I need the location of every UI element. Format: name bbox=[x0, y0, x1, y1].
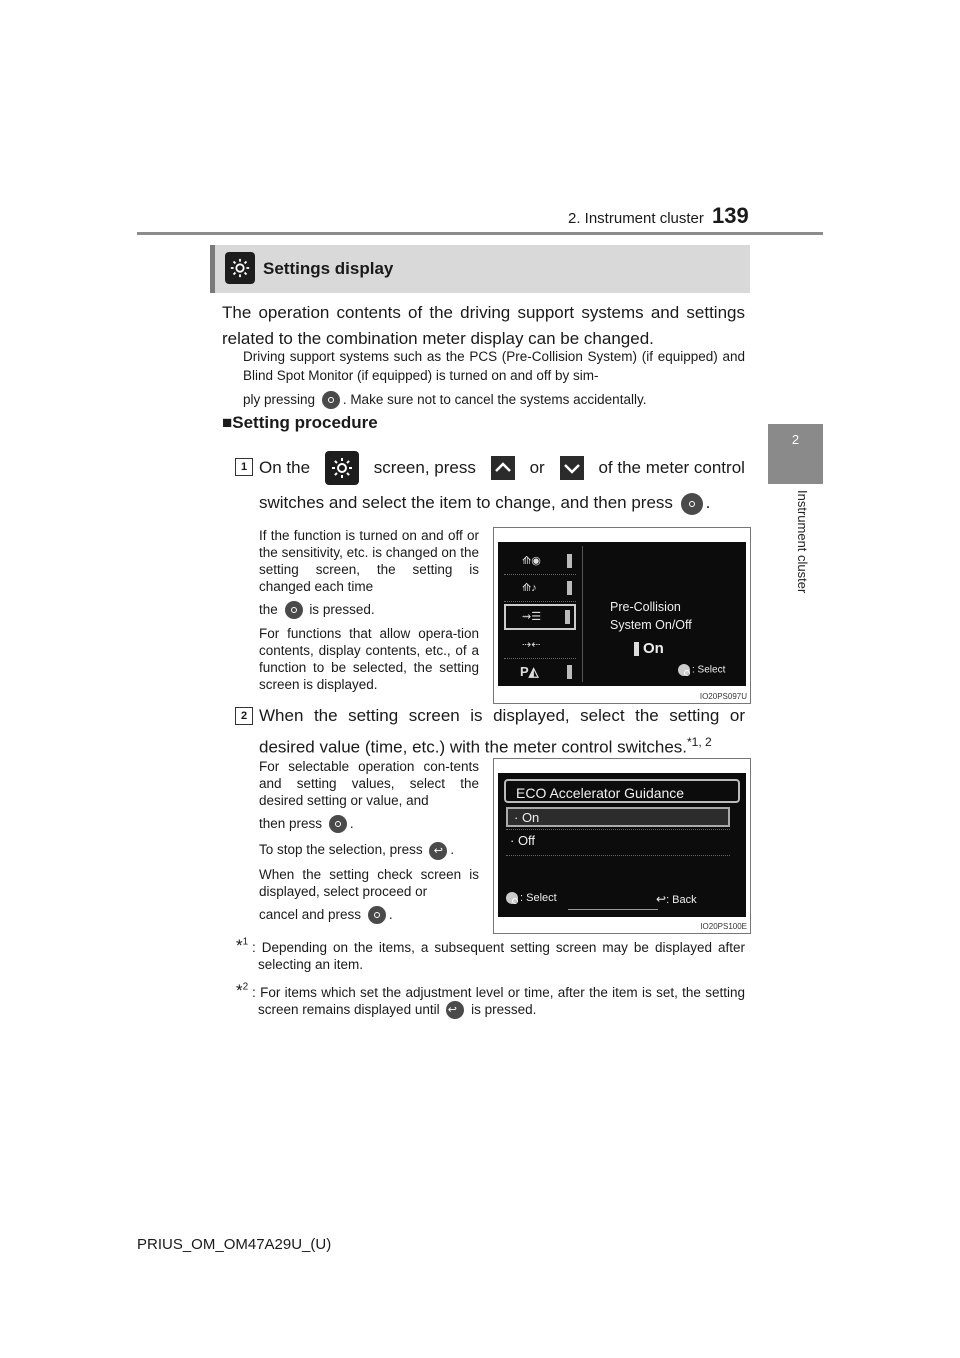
step-1-line-2 bbox=[259, 490, 710, 516]
figure-eco-guidance bbox=[493, 758, 751, 934]
pcs-title-line-2: System On/Off bbox=[610, 618, 692, 632]
back-hint-text: : Back bbox=[666, 894, 697, 906]
note-text-1: Driving support systems such as the PCS (Pre-Collision System) (if equipped) and Blind Spot Monitor (if equipped) is turned on and off by sim- bbox=[243, 349, 745, 383]
step-2-desc-4: When the setting check screen is displayed, select proceed or bbox=[259, 866, 479, 899]
option-off: · Off bbox=[510, 833, 536, 848]
pcs-state bbox=[634, 640, 664, 657]
footnote-2 bbox=[236, 981, 745, 1019]
pcs-title-line-1: Pre-Collision bbox=[610, 600, 681, 614]
menu-item-parking-icon: P◭ bbox=[504, 659, 576, 685]
ok-button-icon bbox=[506, 892, 518, 904]
select-hint bbox=[506, 892, 557, 904]
select-hint bbox=[678, 664, 725, 676]
step-1-line-1 bbox=[259, 451, 745, 485]
procedure-heading: ■Setting procedure bbox=[222, 413, 378, 432]
footnote-1-num: 1 bbox=[242, 936, 249, 948]
menu-item-pcs-selected: ⇝☰ bbox=[504, 604, 576, 630]
option-divider bbox=[506, 829, 730, 831]
footnote-1 bbox=[236, 936, 745, 973]
step-1-text-d: of the meter control bbox=[598, 458, 745, 477]
settings-gear-icon bbox=[225, 252, 255, 284]
option-divider bbox=[506, 855, 730, 857]
footer-line bbox=[568, 909, 658, 910]
step-2-desc-3b: . bbox=[450, 842, 455, 858]
section-title: 2. Instrument cluster bbox=[568, 210, 704, 227]
option-on-selected: · On bbox=[506, 807, 730, 827]
select-hint-text: : Select bbox=[692, 664, 726, 676]
ok-button-icon bbox=[368, 906, 386, 924]
note-block bbox=[243, 347, 745, 409]
step-2-footnote-ref: *1, 2 bbox=[687, 735, 712, 749]
step-2-number: 2 bbox=[235, 707, 253, 725]
back-button-icon: ↩ bbox=[446, 1001, 464, 1019]
meter-display-screen bbox=[498, 773, 746, 917]
menu-item-lane-icon: ⟰◉ bbox=[504, 548, 576, 575]
footnote-2-marker bbox=[236, 981, 248, 1001]
step-1-description bbox=[259, 527, 479, 693]
footnote-2-num: 2 bbox=[242, 981, 249, 993]
chapter-number: 2 bbox=[791, 432, 800, 447]
menu-divider bbox=[582, 546, 583, 682]
back-hint bbox=[656, 892, 697, 906]
step-2-desc-2a: then press bbox=[259, 816, 323, 831]
step-2-desc-5b: . bbox=[388, 906, 393, 922]
step-2-text-main: When the setting screen is displayed, select the setting or desired value (time, etc.) with the meter control switches. bbox=[259, 706, 745, 757]
footnote-1-star: * bbox=[236, 936, 243, 955]
ok-button-icon bbox=[329, 815, 347, 833]
step-2-desc-5a: cancel and press bbox=[259, 906, 362, 922]
ok-button-icon bbox=[285, 601, 303, 619]
settings-display-header bbox=[210, 245, 750, 293]
step-1-text-a: On the bbox=[259, 458, 311, 477]
step-2-description bbox=[259, 758, 479, 924]
step-1-desc-2a: the bbox=[259, 602, 278, 617]
footnote-1-text: : Depending on the items, a subsequent setting screen may be displayed after selecting an item. bbox=[252, 940, 745, 972]
pcs-state-value: On bbox=[643, 640, 664, 657]
up-arrow-icon bbox=[491, 456, 515, 480]
ok-button-icon bbox=[322, 391, 340, 409]
footnote-2-text-b: is pressed. bbox=[471, 1002, 537, 1017]
figure-pcs-settings bbox=[493, 527, 751, 704]
chapter-label: Instrument cluster bbox=[795, 490, 810, 594]
menu-item-bsm-icon: ⇢⇠ bbox=[504, 632, 576, 659]
step-2-desc-1: For selectable operation con-tents and setting values, select the desired setting or value, and bbox=[259, 759, 479, 808]
step-1-desc-3: For functions that allow opera-tion contents, display contents, etc., of a function to be selected, the setting screen is displayed. bbox=[259, 626, 479, 693]
step-1-text-e: switches and select the item to change, and then press bbox=[259, 493, 673, 512]
step-2-desc-2b: . bbox=[349, 816, 354, 831]
select-hint-text: : Select bbox=[520, 892, 557, 904]
footnote-1-marker bbox=[236, 936, 248, 956]
note-text-2: ply pressing bbox=[243, 392, 316, 407]
down-arrow-icon bbox=[560, 456, 584, 480]
step-1-desc-2 bbox=[259, 601, 479, 619]
eco-guidance-title: ECO Accelerator Guidance bbox=[504, 779, 740, 803]
meter-display-screen bbox=[498, 542, 746, 686]
note-text-3: . Make sure not to cancel the systems accidentally. bbox=[342, 392, 647, 407]
back-arrow-icon: ↩ bbox=[656, 892, 667, 906]
step-2-desc-3 bbox=[259, 841, 479, 859]
step-2-desc-5 bbox=[259, 906, 479, 924]
figure-code: IO20PS100E bbox=[700, 922, 747, 931]
intro-text: The operation contents of the driving support systems and settings related to the combination meter display can be changed. bbox=[222, 303, 745, 348]
step-1-text-b: screen, press bbox=[373, 458, 476, 477]
menu-item-sound-icon: ⟰♪ bbox=[504, 575, 576, 602]
note-line-2 bbox=[243, 390, 745, 409]
page-number: 139 bbox=[712, 203, 749, 228]
figure-code: IO20PS097U bbox=[699, 692, 747, 701]
document-code: PRIUS_OM_OM47A29U_(U) bbox=[137, 1236, 332, 1253]
ok-button-icon bbox=[678, 664, 690, 676]
state-indicator bbox=[634, 642, 639, 656]
footnote-2-star: * bbox=[236, 981, 243, 1000]
step-1-number: 1 bbox=[235, 458, 253, 476]
settings-screen-gear-icon bbox=[325, 451, 359, 485]
step-2-desc-3a: To stop the selection, press bbox=[259, 842, 423, 858]
step-2-text bbox=[259, 703, 745, 761]
settings-display-title: Settings display bbox=[263, 259, 394, 278]
step-1-desc-1: If the function is turned on and off or the sensitivity, etc. is changed on the setting screen, the setting is changed each time bbox=[259, 528, 479, 594]
settings-menu-list bbox=[504, 548, 576, 680]
footnote-2-text-a: : For items which set the adjustment level or time, after the item is set, the setting screen remains displayed until bbox=[252, 985, 745, 1017]
ok-button-icon bbox=[681, 493, 703, 515]
back-button-icon: ↩ bbox=[429, 842, 447, 860]
step-2-desc-2 bbox=[259, 815, 479, 833]
footnote-2-text bbox=[236, 984, 745, 1019]
step-1-desc-2b: is pressed. bbox=[309, 602, 375, 617]
header-rule bbox=[137, 232, 823, 235]
pcs-title bbox=[610, 598, 692, 634]
step-1-text-c: or bbox=[529, 458, 545, 477]
step-1-text-f: . bbox=[705, 493, 711, 512]
